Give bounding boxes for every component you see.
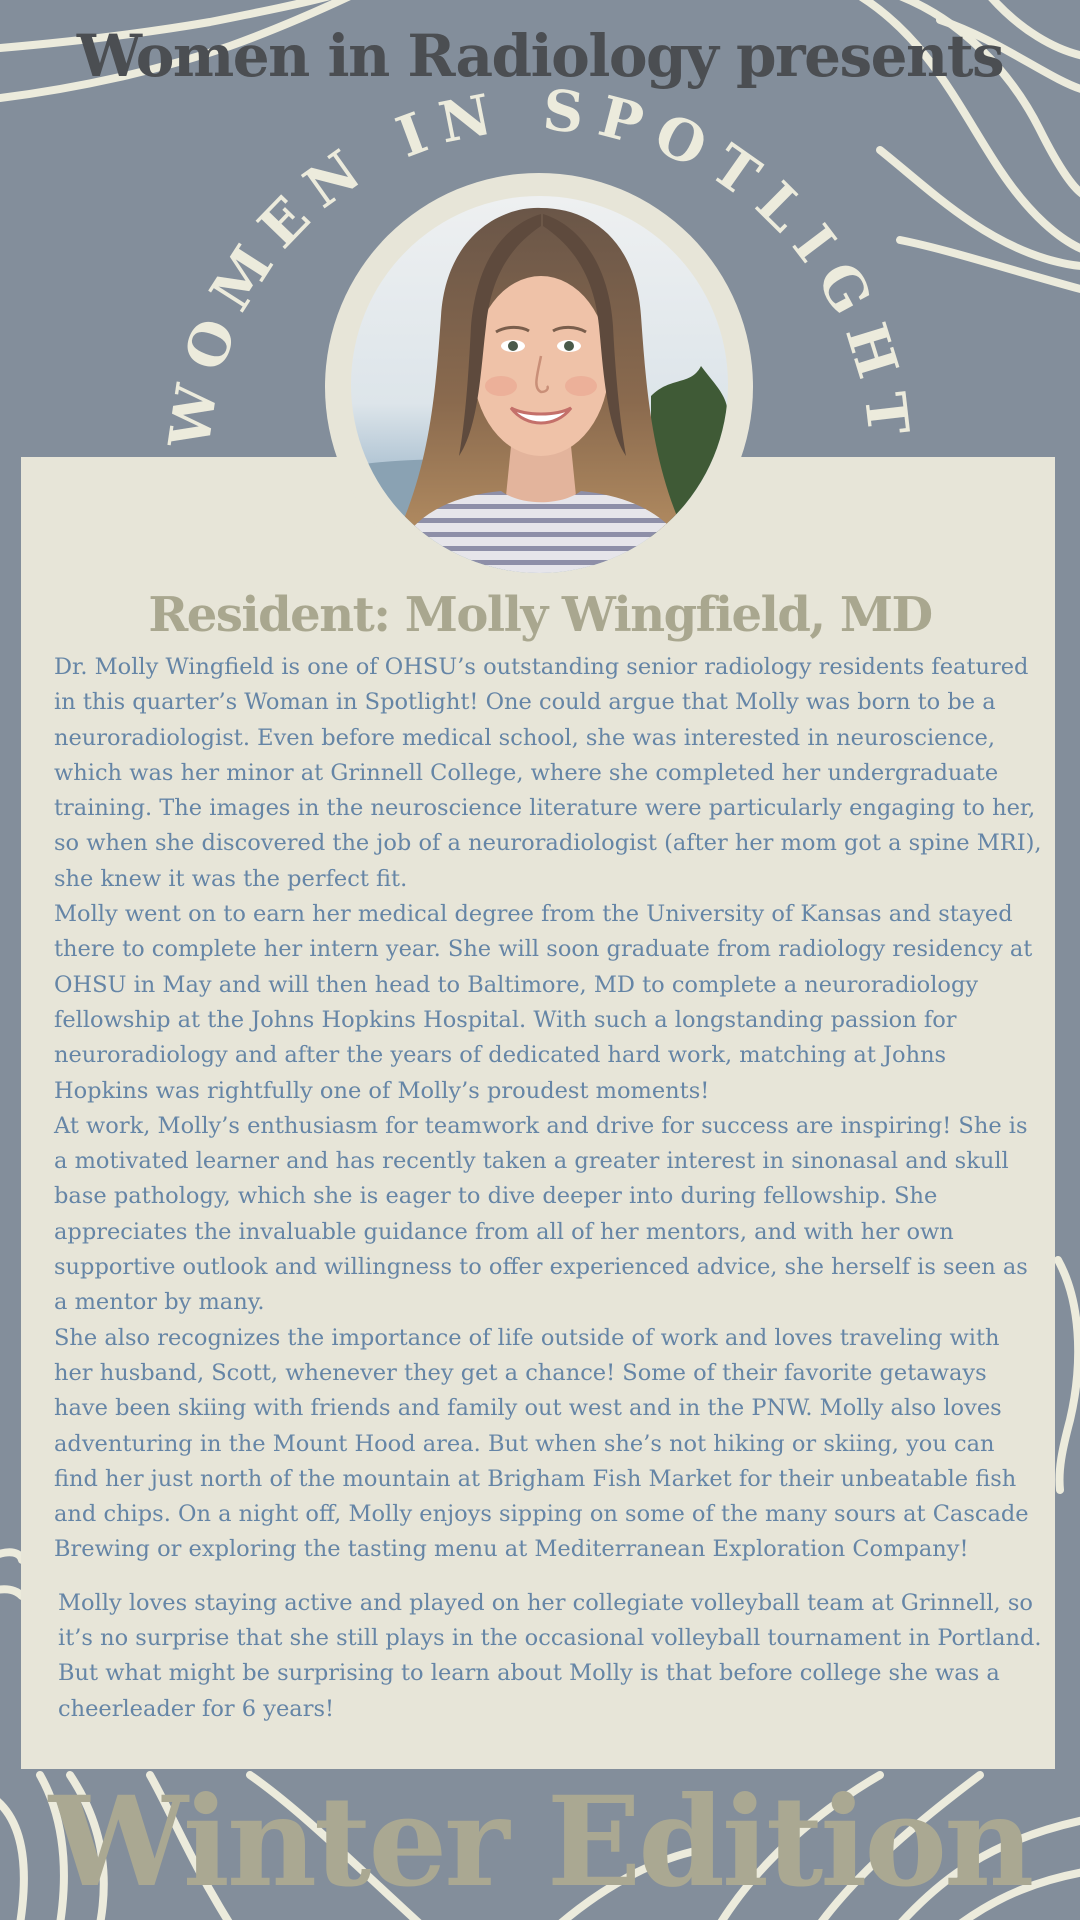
paragraph-3: At work, Molly’s enthusiasm for teamwork and drive for success are inspiring! She is a motivated learner and has recently taken a greater interest in sinonasal and skull base pathology, which she is eager to dive deeper into during fellowship. She appreciates the invaluable guidance from all of her mentors, and with her own supportive outlook and willingness to offer experienced advice, she herself is seen as a mentor by many.: [54, 1112, 1028, 1316]
paragraph-4: She also recognizes the importance of life outside of work and loves traveling with her husband, Scott, whenever they get a chance! Some of their favorite getaways have been skiing with friends and family out west and in the PNW. Molly also loves adventuring in the Mount Hood area. But when she’s not hiking or skiing, you can find her just north of the mountain at Brigham Fish Market for their unbeatable fish and chips. On a night off, Molly enjoys sipping on some of the many sours at Cascade Brewing or exploring the tasting menu at Mediterranean Exploration Company!: [54, 1324, 1029, 1563]
portrait-image: [351, 196, 728, 573]
arc-title-text: WOMEN IN SPOTLIGHT: [156, 77, 923, 453]
paragraph-2: Molly went on to earn her medical degree from the University of Kansas and stayed there to complete her intern year. She will soon graduate from radiology residency at OHSU in May and will then head to Baltimore, MD to complete a neuroradiology fellowship at the Johns Hopkins Hospital. With such a longstanding passion for neuroradiology and after the years of dedicated hard work, matching at Johns Hopkins was rightfully one of Molly’s proudest moments!: [54, 901, 1033, 1104]
profile-photo: [351, 196, 728, 573]
paragraph-5: Molly loves staying active and played on her collegiate volleyball team at Grinnell, so it’s no surprise that she still plays in the occasional volleyball tournament in Portland. But what might be surprising to learn about Molly is that before college she was a cheerleader for 6 years!: [58, 1589, 1042, 1722]
resident-title: Resident: Molly Wingfield, MD: [148, 587, 932, 643]
footer-title: Winter Edition: [48, 1770, 1032, 1915]
profile-body: [54, 650, 1044, 1727]
paragraph-1: Dr. Molly Wingfield is one of OHSU’s outstanding senior radiology residents featured in this quarter’s Woman in Spotlight! One could argue that Molly was born to be a neuroradiologist. Even before medical school, she was interested in neuroscience, which was her minor at Grinnell College, where she completed her undergraduate training. The images in the neuroscience literature were particularly engaging to her, so when she discovered the job of a neuroradiologist (after her mom got a spine MRI), she knew it was the perfect fit.: [54, 654, 1042, 892]
header-title: Women in Radiology presents: [76, 22, 1004, 90]
